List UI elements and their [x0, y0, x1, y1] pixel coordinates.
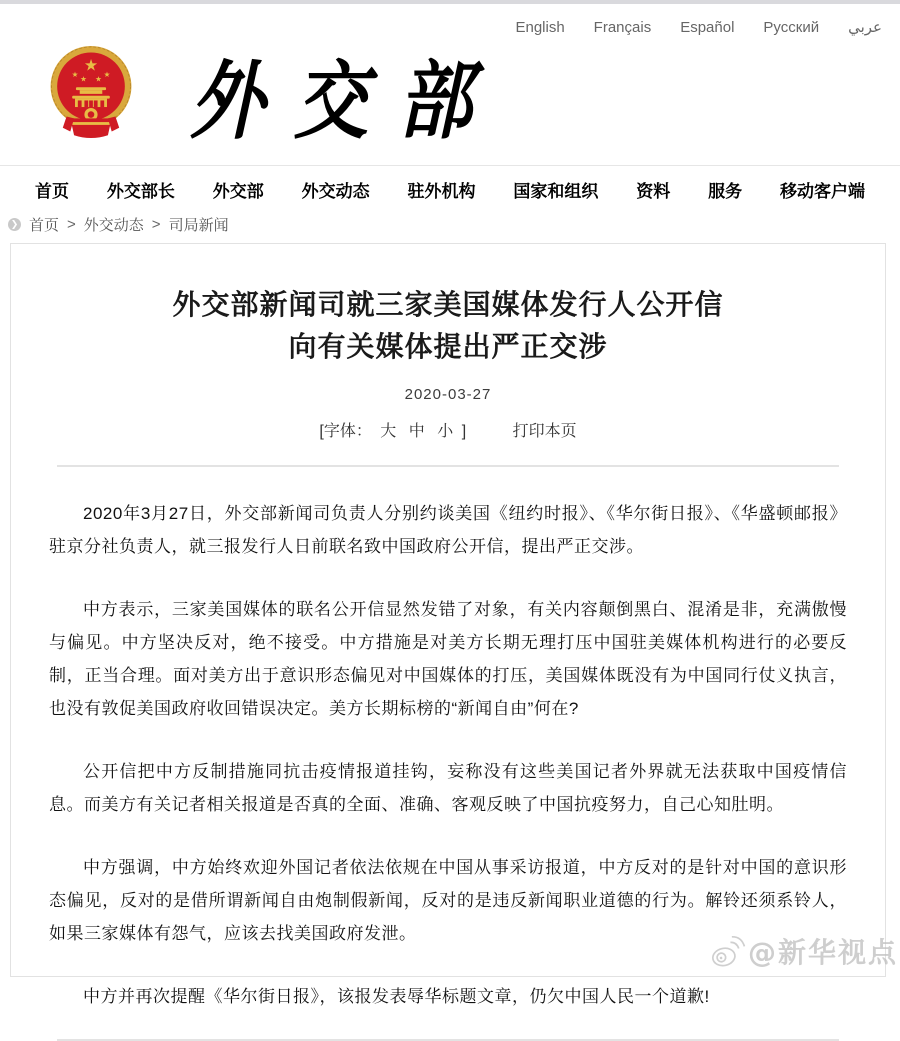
- breadcrumb-home[interactable]: 首页: [29, 217, 60, 234]
- nav-item-ministry[interactable]: 外交部: [212, 182, 264, 201]
- ministry-calligraphy-title: 外交部: [190, 52, 502, 151]
- breadcrumb-activities[interactable]: 外交动态: [83, 217, 144, 234]
- breadcrumb-separator: >: [151, 216, 161, 233]
- lang-link-spanish[interactable]: Español: [680, 18, 735, 36]
- lang-link-french[interactable]: Français: [593, 18, 652, 36]
- watermark-text: @新华视点: [747, 936, 898, 969]
- svg-text:★: ★: [95, 74, 102, 84]
- site-header: [0, 4, 900, 165]
- nav-item-activities[interactable]: 外交动态: [301, 182, 370, 201]
- lang-link-russian[interactable]: Русский: [763, 18, 820, 36]
- svg-text:★: ★: [71, 69, 79, 79]
- article-date: 2020-03-27: [404, 386, 492, 403]
- nav-item-missions[interactable]: 驻外机构: [407, 182, 476, 201]
- nav-item-home[interactable]: 首页: [35, 182, 69, 201]
- article-paragraph: 2020年3月27日，外交部新闻司负责人分别约谈美国《纽约时报》、《华尔街日报》、《华盛顿邮报》驻京分社负责人，就三报发行人日前联名致中国政府公开信，提出严正交涉。: [49, 504, 847, 556]
- article-paragraph: 中方强调，中方始终欢迎外国记者依法依规在中国从事采访报道，中方反对的是针对中国的意识形态偏见，反对的是借所谓新闻自由炮制假新闻，反对的是违反新闻职业道德的行为。解铃还须系铃人，如果三家媒体有怨气，应该去找美国政府发泄。: [49, 858, 847, 943]
- header-divider: [57, 465, 839, 467]
- article-title: [49, 284, 847, 368]
- svg-text:★: ★: [83, 55, 99, 75]
- article-paragraph: 中方并再次提醒《华尔街日报》，该报发表辱华标题文章，仍欠中国人民一个道歉!: [83, 987, 710, 1006]
- article-paragraph: 中方表示，三家美国媒体的联名公开信显然发错了对象，有关内容颠倒黑白、混淆是非，充满傲慢与偏见。中方坚决反对，绝不接受。中方措施是对美方长期无理打压中国驻美媒体机构进行的必要反制，正当合理。面对美方出于意识形态偏见对中国媒体的打压，美国媒体既没有为中国同行仗义执言，也没有敦促美国政府收回错误决定。美方长期标榜的“新闻自由”何在?: [49, 600, 847, 718]
- font-size-label-close: ]: [461, 423, 467, 440]
- site-logo[interactable]: [44, 42, 502, 151]
- article-container: [10, 243, 886, 1006]
- nav-item-minister[interactable]: 外交部长: [106, 182, 175, 201]
- main-nav: [0, 165, 900, 208]
- article-title-line2: 向有关媒体提出严正交涉: [288, 331, 608, 362]
- print-page-button[interactable]: 打印本页: [512, 423, 577, 440]
- font-size-large-button[interactable]: 大: [380, 423, 397, 440]
- language-bar: [515, 18, 882, 36]
- article-title-line1: 外交部新闻司就三家美国媒体发行人公开信: [172, 289, 724, 320]
- nav-item-mobile-client[interactable]: 移动客户端: [780, 182, 865, 201]
- china-national-emblem-icon: [44, 42, 138, 142]
- svg-text:★: ★: [80, 74, 87, 84]
- breadcrumb-separator: >: [67, 216, 76, 233]
- nav-item-services[interactable]: 服务: [708, 182, 743, 201]
- svg-text:★: ★: [103, 69, 111, 79]
- nav-item-resources[interactable]: 资料: [636, 182, 671, 201]
- font-size-small-button[interactable]: 小: [437, 423, 454, 440]
- font-size-label: [字体：: [319, 423, 372, 440]
- article-body: [49, 497, 847, 1013]
- arrow-bullet-icon: ❯: [8, 218, 21, 231]
- lang-link-arabic[interactable]: عربي: [848, 19, 882, 36]
- lang-link-english[interactable]: English: [515, 18, 565, 36]
- font-size-medium-button[interactable]: 中: [408, 423, 425, 440]
- font-size-controls: [49, 418, 847, 441]
- article-paragraph: 公开信把中方反制措施同抗击疫情报道挂钩，妄称没有这些美国记者外界就无法获取中国疫情信息。而美方有关记者相关报道是否真的全面、准确、客观反映了中国抗疫努力，自己心知肚明。: [49, 762, 847, 814]
- nav-item-countries[interactable]: 国家和组织: [513, 182, 599, 201]
- breadcrumb: [0, 208, 900, 243]
- breadcrumb-department-news[interactable]: 司局新闻: [168, 217, 229, 234]
